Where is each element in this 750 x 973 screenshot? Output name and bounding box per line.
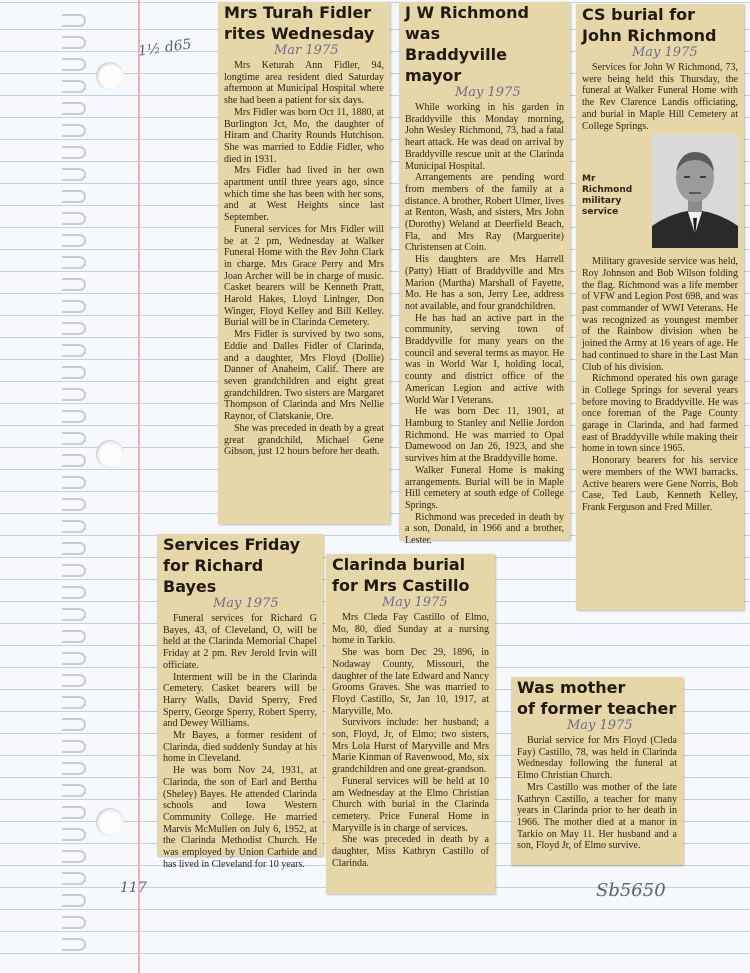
article-paragraph: Mr Bayes, a former resident of Clarinda, died suddenly Sunday at his home in Cleveland.: [163, 730, 317, 765]
handwritten-date: May 1975: [632, 45, 698, 60]
clipping-richmond-burial: [576, 4, 744, 610]
article-paragraph: His daughters are Mrs Harrell (Patty) Hiatt of Braddyville and Mrs Marion (Martha) Marshall of Fayette, Mo. He has a son, Jerry Lee, address not available, and four grandchildren.: [405, 254, 564, 312]
binding-coil: [62, 718, 86, 731]
handwritten-note-top: 1½ d65: [137, 36, 193, 60]
article-paragraph: Services for John W Richmond, 73, were being held this Thursday, the funeral at Walker Funeral Home with the Rev Clarence Landis officiating, and burial in Maple Hill Cemetery at College Springs.: [582, 62, 738, 132]
article-paragraph: Arrangements are pending word from members of the family at a distance. A brother, Robert Ulmer, lives at Renton, Wash, and sisters, Mrs John (Dorothy) Weland at Deerfield Beach, Fla, and Mrs Ray (Marguerite) Christensen at Coin.: [405, 172, 564, 254]
article-paragraph: Honorary bearers for his service were members of the WWI barracks. Active bearers were Gene Norris, Bob Case, Ted Laub, Kenneth Kelley, Frank Ferguson and Fred Miller.: [582, 455, 738, 513]
binding-coil: [62, 14, 86, 27]
binding-coil: [62, 432, 86, 445]
binding-coil: [62, 476, 86, 489]
handwritten-catalog-number: Sb5650: [596, 880, 666, 901]
portrait-image: [652, 134, 738, 248]
binding-coil: [62, 190, 86, 203]
binding-coil: [62, 454, 86, 467]
binding-coil: [62, 256, 86, 269]
article-paragraph: Richmond operated his own garage in College Springs for several years before moving to Braddyville. He was once foreman of the Page County garage in Clarinda, and had farmed east of Braddyville while making their home in town since 1965.: [582, 373, 738, 455]
headline-line-2: for Mrs Castillo: [332, 576, 470, 595]
binding-coil: [62, 916, 86, 929]
article-paragraph: Mrs Castillo was mother of the late Kathryn Castillo, a teacher for many years in Clarinda prior to her death in 1966. The mother died at a manor in Tarkio on May 11. Her husband and a son, Floyd Jr, of Elmo survive.: [517, 781, 677, 852]
binding-coil: [62, 564, 86, 577]
article-paragraph: Funeral services will be held at 10 am Wednesday at the Elmo Christian Church with burial in the Clarinda cemetery. Price Funeral Home in Maryville is in charge of services.: [332, 775, 489, 834]
binding-coil: [62, 388, 86, 401]
binding-coil: [62, 652, 86, 665]
binding-coil: [62, 80, 86, 93]
handwritten-page-number: 117: [120, 880, 147, 896]
article-paragraph: Military graveside service was held, Roy Johnson and Bob Wilson folding the flag. Richmond was a life member of VFW and Legion Post 698, and was past commander of WWI Veterans. He was recognized as youngest member of the Rainbow division when he joined the Army at 16 years of age. He had continued to share in the Last Man Club of his division.: [582, 256, 738, 373]
margin-line: [138, 0, 140, 973]
binding-coil: [62, 168, 86, 181]
headline-line-2: Braddyville mayor: [405, 45, 507, 85]
binding-coil: [62, 278, 86, 291]
binding-coil: [62, 58, 86, 71]
binding-coil: [62, 894, 86, 907]
headline-line-1: Clarinda burial: [332, 555, 466, 574]
binding-coil: [62, 146, 86, 159]
spiral-binding: [0, 0, 86, 973]
headline-line-1: J W Richmond was: [405, 3, 529, 43]
clipping-fidler-obituary: [218, 2, 390, 524]
clipping-mother-of-teacher: [511, 677, 683, 865]
article-paragraph: He was born Nov 24, 1931, at Clarinda, the son of Earl and Bertha (Sheley) Bayes. He attended Clarinda schools and Iowa Western Community College. He married Marvis McMullen on July 6, 1952, at the Clarinda Methodist Church. He was employed by Union Carbide and has lived in Cleveland for 10 years.: [163, 765, 317, 870]
headline-line-1: CS burial for: [582, 5, 696, 24]
binding-coil: [62, 300, 86, 313]
headline-line-2: John Richmond: [582, 26, 717, 45]
handwritten-date: May 1975: [213, 596, 279, 611]
binding-coil: [62, 234, 86, 247]
binding-coil: [62, 410, 86, 423]
binding-coil: [62, 806, 86, 819]
article-paragraph: Survivors include: her husband; a son, Floyd, Jr, of Elmo; two sisters, Mrs Lola Hurst of Maryville and Mrs Marie Kinman of Ravenwood, Mo, six grandchildren and one great-grandson.: [332, 717, 489, 776]
article-paragraph: Walker Funeral Home is making arrangements. Burial will be in Maple Hill cemetery at south edge of College Springs.: [405, 464, 564, 511]
headline-line-2: of former teacher: [517, 699, 677, 718]
handwritten-date: May 1975: [567, 718, 633, 733]
article-paragraph: Funeral services for Mrs Fidler will be at 2 pm, Wednesday at Walker Funeral Home with the Rev John Clark in charge. Mrs Grace Perry and Mrs Joan Archer will be in charge of music. Casket bearers will be Kenneth Pratt, Harold Hakes, Lloyd Linlnger, Don Winger, Floyd Kelley and Bill Kelley. Burial will be in Clarinda Cemetery.: [224, 223, 384, 329]
handwritten-date: May 1975: [455, 85, 521, 100]
article-paragraph: Mrs Fidler is survived by two sons, Eddie and Dalles Fidler of Clarinda, and a daughter, Mrs Floyd (Dollie) Danner of Anaheim, Calif. There are seven grandchildren and eight great grandchildren. Two sisters are Margaret Thompson of Clarinda and Mrs Nellie Raynor, of Clatskanie, Ore.: [224, 329, 384, 423]
binding-coil: [62, 674, 86, 687]
binding-coil: [62, 850, 86, 863]
article-paragraph: She was preceded in death by a great great grandchild, Michael Gene Gibson, just 12 hours before her death.: [224, 422, 384, 458]
article-paragraph: Richmond was preceded in death by a son, Donald, in 1966 and a brother, Lester.: [405, 511, 564, 547]
binding-coil: [62, 938, 86, 951]
clipping-richmond-mayor: [399, 2, 570, 547]
portrait-photo: [652, 134, 738, 248]
binding-coil: [62, 102, 86, 115]
binding-coil: [62, 586, 86, 599]
article-paragraph: She was born Dec 29, 1896, in Nodaway County, Missouri, the daughter of the late Edward and Nancy Grooms Graves. She was married to Floyd Castillo, Sr, Jan 10, 1917, at Maryville, Mo.: [332, 647, 489, 717]
article-paragraph: Burial service for Mrs Floyd (Cleda Fay) Castillo, 78, was held in Clarinda Wednesday following the funeral at Elmo Christian Church.: [517, 735, 677, 782]
photo-caption: Mr Richmond military service: [582, 174, 633, 218]
binding-coil: [62, 762, 86, 775]
binding-coil: [62, 542, 86, 555]
binding-coil: [62, 872, 86, 885]
article-paragraph: Mrs Fidler was born Oct 11, 1880, at Burlington Jct, Mo, the daughter of Hiram and Charity Rounds Hutchison. She was married to Eddie Fidler, who died in 1931.: [224, 106, 384, 165]
headline-line-1: Mrs Turah Fidler: [224, 3, 372, 22]
article-paragraph: Funeral services for Richard G Bayes, 43, of Cleveland, O, will be held at the Clarinda Memorial Chapel Friday at 2 pm. Rev Jerold Irvin will officiate.: [163, 613, 317, 671]
binding-coil: [62, 212, 86, 225]
binding-coil: [62, 740, 86, 753]
punch-hole: [96, 440, 124, 468]
binding-coil: [62, 828, 86, 841]
binding-coil: [62, 696, 86, 709]
headline-line-2: for Richard Bayes: [163, 556, 264, 596]
article-paragraph: He has had an active part in the community, serving town of Braddyville for many years on the council and several terms as mayor. He was in World War I, holding local, county and district office of the American Legion and active with World War I Veterans.: [405, 312, 564, 406]
punch-hole: [96, 808, 124, 836]
article-paragraph: While working in his garden in Braddyville this Monday morning, John Wesley Richmond, 73, had a fatal heart attack. He was dead on arrival by Braddyville rescue unit at the Clarinda Municipal Hospital.: [405, 102, 564, 172]
binding-coil: [62, 344, 86, 357]
punch-hole: [96, 62, 124, 90]
article-paragraph: She was preceded in death by a daughter, Miss Kathryn Castillo of Clarinda.: [332, 834, 489, 869]
binding-coil: [62, 322, 86, 335]
binding-coil: [62, 630, 86, 643]
article-paragraph: He was born Dec 11, 1901, at Hamburg to Stanley and Nellie Jordon Richmond. He was married to Opal Damewood on Jan 26, 1923, and she survives him at the Braddyville home.: [405, 406, 564, 465]
binding-coil: [62, 520, 86, 533]
headline-line-1: Was mother: [517, 678, 626, 697]
article-paragraph: Mrs Fidler had lived in her own apartment until three years ago, since which time she has been with her sons, and at West Heights since last September.: [224, 165, 384, 224]
binding-coil: [62, 124, 86, 137]
binding-coil: [62, 784, 86, 797]
headline-line-2: rites Wednesday: [224, 24, 375, 43]
clipping-bayes-services: [157, 534, 323, 870]
article-paragraph: Mrs Cleda Fay Castillo of Elmo, Mo, 80, died Sunday at a nursing home in Tarkio.: [332, 612, 489, 647]
article-paragraph: Mrs Keturah Ann Fidler, 94, longtime area resident died Saturday afternoon at Municipal Hospital where she had been a patient for six days.: [224, 60, 384, 107]
handwritten-date: May 1975: [382, 595, 448, 610]
binding-coil: [62, 608, 86, 621]
handwritten-date: Mar 1975: [274, 43, 339, 58]
headline-line-1: Services Friday: [163, 535, 301, 554]
binding-coil: [62, 36, 86, 49]
clipping-castillo-burial: [326, 554, 495, 894]
binding-coil: [62, 366, 86, 379]
article-paragraph: Interment will be in the Clarinda Cemetery. Casket bearers will be Harry Walls, David Sperry, Fred Sperry, George Sperry, Robert Sperry, and Dewey Williams.: [163, 671, 317, 730]
binding-coil: [62, 498, 86, 511]
